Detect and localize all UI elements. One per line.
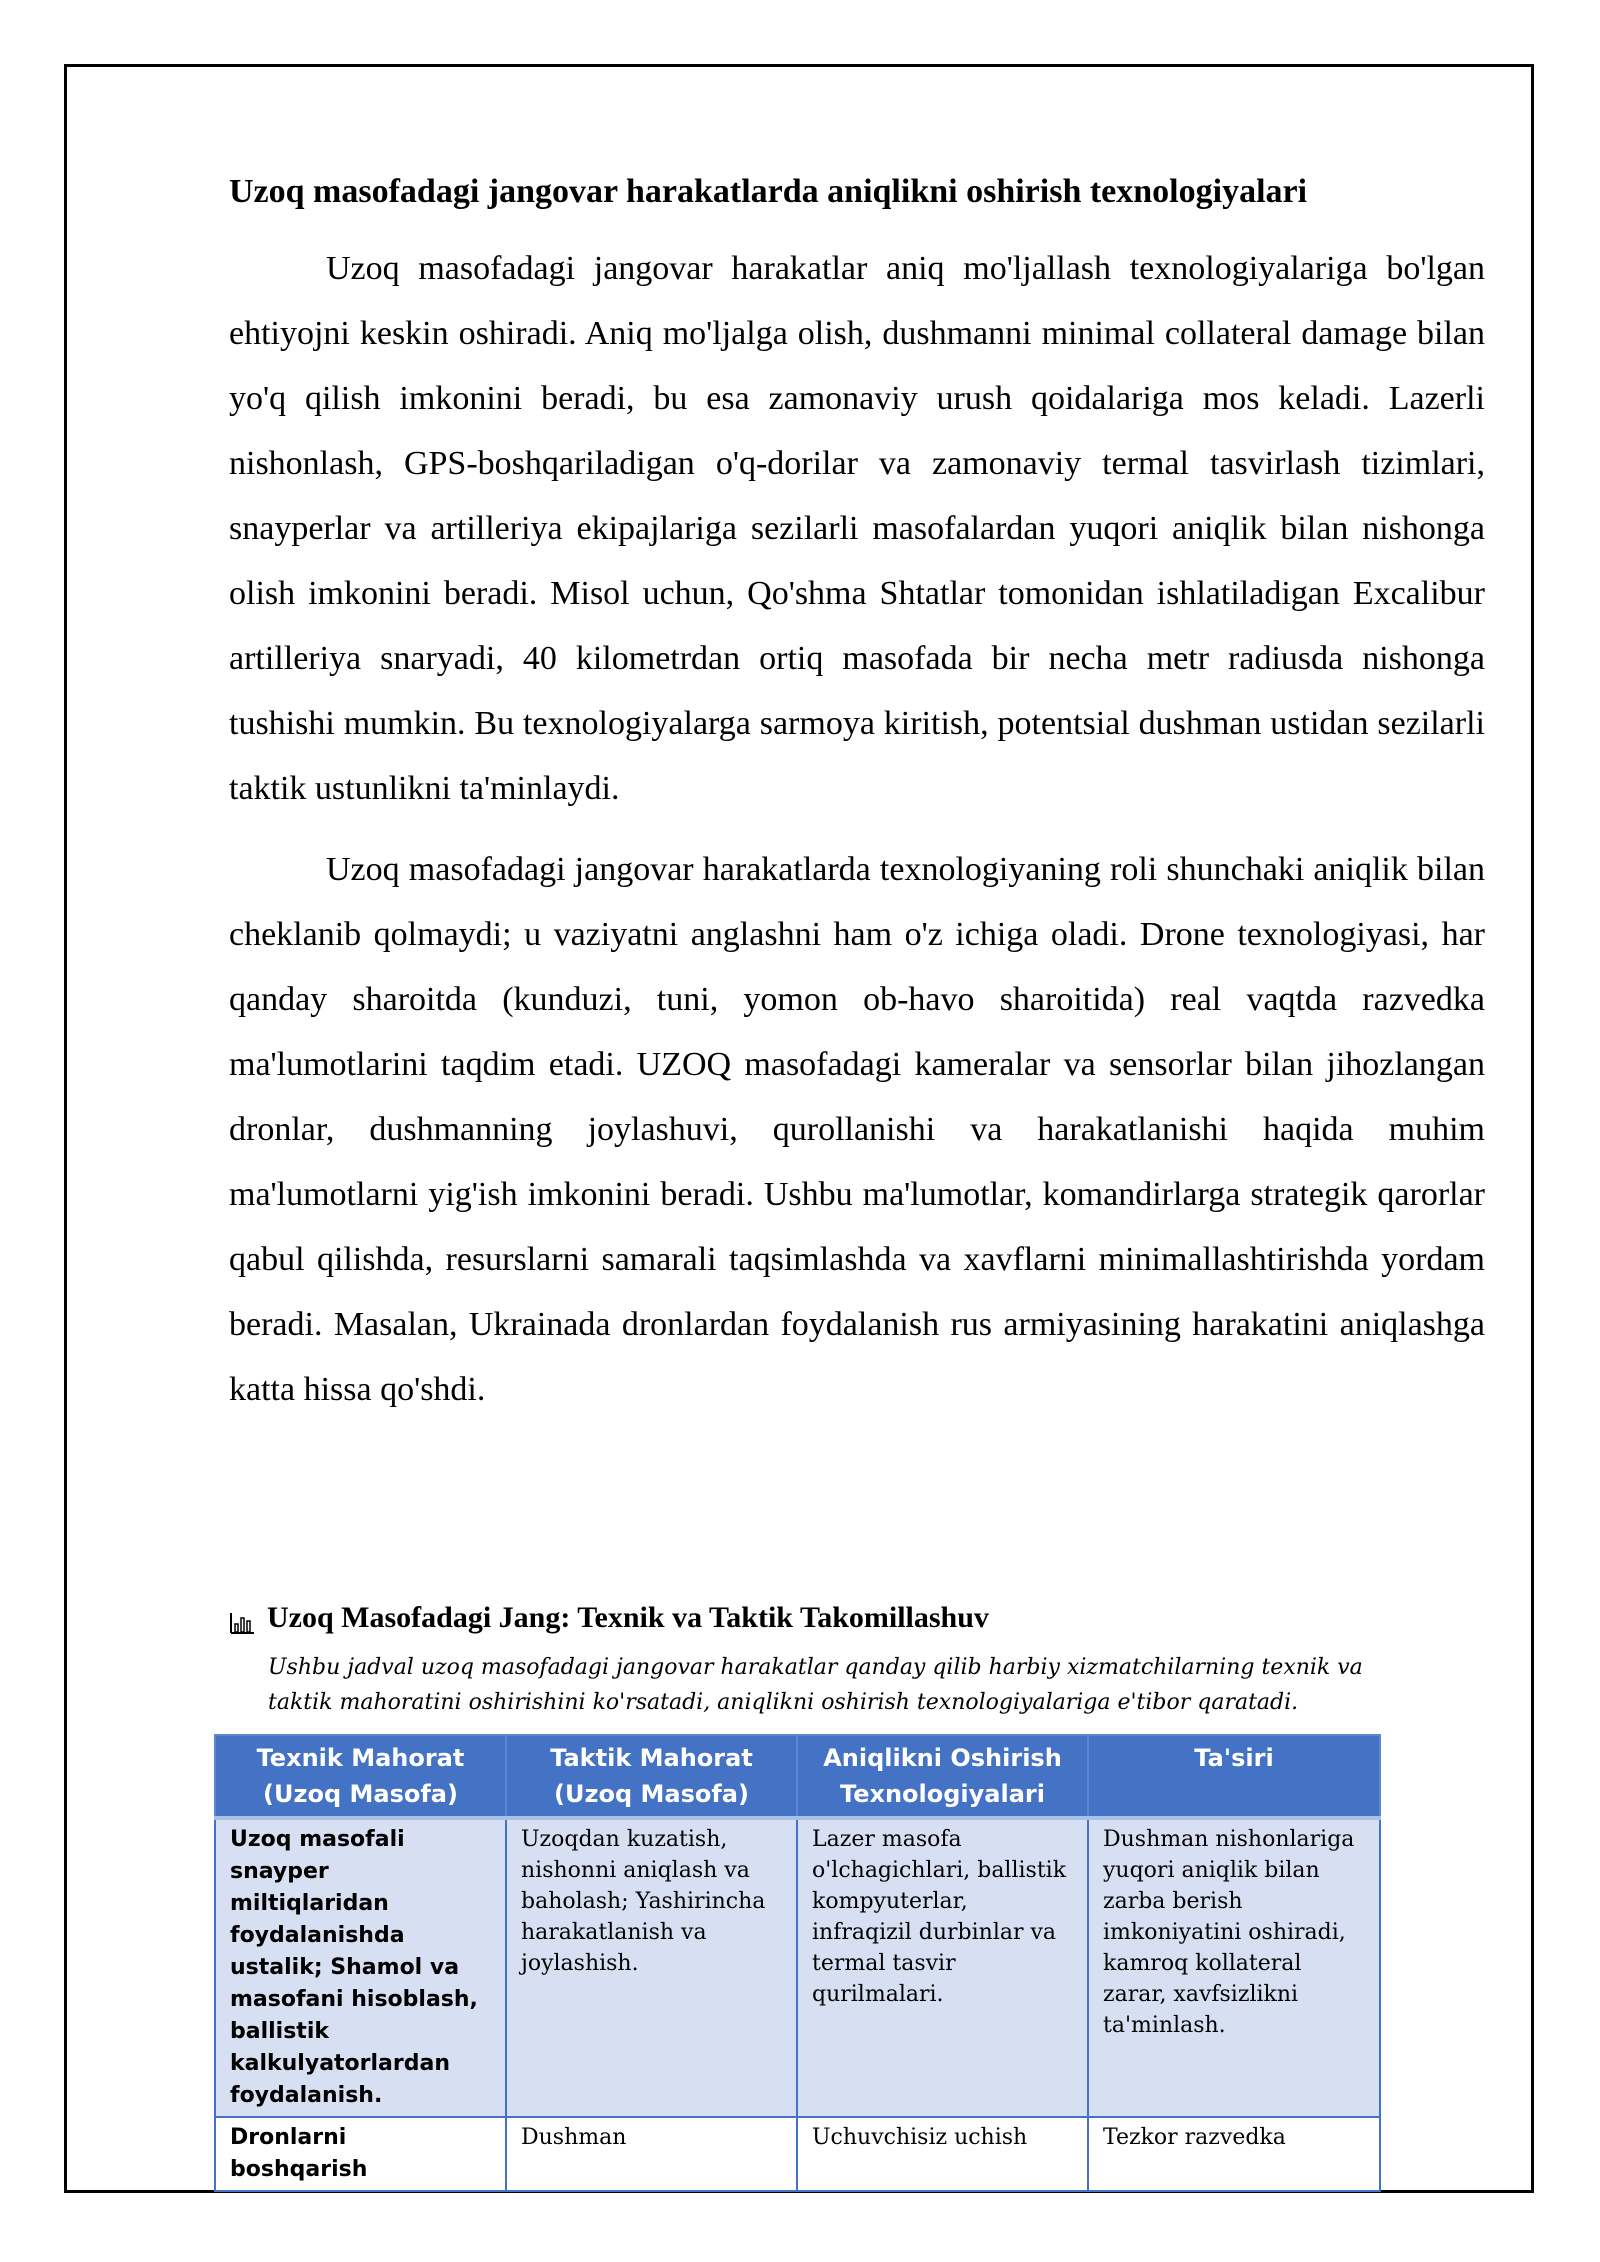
table-row <box>215 1818 1380 2117</box>
column-header-technologies: Aniqlikni Oshirish Texnologiyalari <box>797 1735 1088 1818</box>
paragraph-precision: Uzoq masofadagi jangovar harakatlar aniq mo'ljallash texnologiyalariga bo'lgan ehtiyojni keskin oshiradi. Aniq mo'ljalga olish, dushmanni minimal collateral damage bilan yo'q qilish imkonini beradi, bu esa zamonaviy urush qoidalariga mos keladi. Lazerli nishonlash, GPS-boshqariladigan o'q-dorilar va zamonaviy termal tasvirlash tizimlari, snayperlar va artilleriya ekipajlariga sezilarli masofalardan yuqori aniqlik bilan nishonga olish imkonini beradi. Misol uchun, Qo'shma Shtatlar tomonidan ishlatiladigan Excalibur artilleriya snaryadi, 40 kilometrdan ortiq masofada bir necha metr radiusda nishonga tushishi mumkin. Bu texnologiyalarga sarmoya kiritish, potentsial dushman ustidan sezilarli taktik ustunlikni ta'minlaydi. <box>229 250 1485 807</box>
table-row <box>215 2117 1380 2191</box>
skills-table <box>214 1734 1381 2192</box>
table-cell: Dushman nishonlariga yuqori aniqlik bilan zarba berish imkoniyatini oshiradi, kamroq kollateral zarar, xavfsizlikni ta'minlash. <box>1088 1818 1380 2117</box>
table-cell: Dushman <box>506 2117 797 2191</box>
table-cell: Uzoqdan kuzatish, nishonni aniqlash va baholash; Yashirincha harakatlanish va joylashish. <box>506 1818 797 2117</box>
document-title: Uzoq masofadagi jangovar harakatlarda aniqlikni oshirish texnologiyalari <box>229 173 1308 210</box>
table-cell: Lazer masofa o'lchagichlari, ballistik kompyuterlar, infraqizil durbinlar va termal tasvir qurilmalari. <box>797 1818 1088 2117</box>
table-heading-text: Uzoq Masofadagi Jang: Texnik va Taktik Takomillashuv <box>267 1601 989 1634</box>
table-section <box>229 1598 1429 2192</box>
column-header-technical: Texnik Mahorat (Uzoq Masofa) <box>215 1735 506 1818</box>
table-cell: Dronlarni boshqarish <box>215 2117 506 2191</box>
table-header-row <box>215 1735 1380 1818</box>
column-header-impact: Ta'siri <box>1088 1735 1380 1818</box>
table-description: Ushbu jadval uzoq masofadagi jangovar harakatlar qanday qilib harbiy xizmatchilarning texnik va taktik mahoratini oshirishini ko'rsatadi, aniqlikni oshirish texnologiyalariga e'tibor qaratadi. <box>268 1655 1363 1715</box>
table-heading <box>229 1598 1429 1638</box>
table-cell: Uzoq masofali snayper miltiqlaridan foydalanishda ustalik; Shamol va masofani hisoblash, ballistik kalkulyatorlardan foydalanish. <box>215 1818 506 2117</box>
column-header-tactical: Taktik Mahorat (Uzoq Masofa) <box>506 1735 797 1818</box>
table-cell: Tezkor razvedka <box>1088 2117 1380 2191</box>
table-cell: Uchuvchisiz uchish <box>797 2117 1088 2191</box>
document-body <box>229 170 1485 1438</box>
paragraph-awareness: Uzoq masofadagi jangovar harakatlarda texnologiyaning roli shunchaki aniqlik bilan cheklanib qolmaydi; u vaziyatni anglashni ham o'z ichiga oladi. Drone texnologiyasi, har qanday sharoitda (kunduzi, tuni, yomon ob-havo sharoitida) real vaqtda razvedka ma'lumotlarini taqdim etadi. UZOQ masofadagi kameralar va sensorlar bilan jihozlangan dronlar, dushmanning joylashuvi, qurollanishi va harakatlanishi haqida muhim ma'lumotlarni yig'ish imkonini beradi. Ushbu ma'lumotlar, komandirlarga strategik qarorlar qabul qilishda, resurslarni samarali taqsimlashda va xavflarni minimallashtirishda yordam beradi. Masalan, Ukrainada dronlardan foydalanish rus armiyasining harakatini aniqlashga katta hissa qo'shdi. <box>229 851 1485 1408</box>
bar-chart-icon <box>229 1606 255 1630</box>
